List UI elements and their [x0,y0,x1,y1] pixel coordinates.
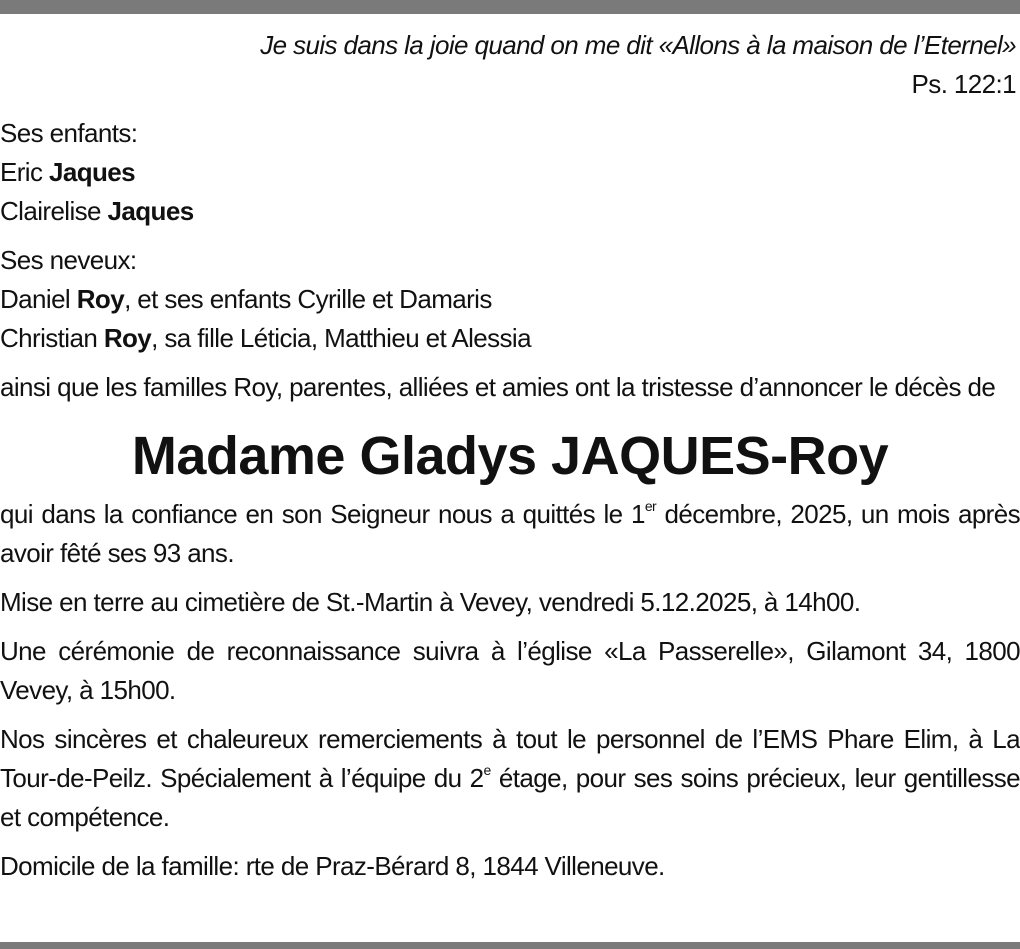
nephew-last-name: Roy [103,323,152,353]
nephew-first-name: Christian [0,323,98,353]
passing-superscript: er [644,498,657,514]
nephew-entry [0,319,1020,358]
thanks-paragraph [0,720,1020,837]
child-last-name: Jaques [49,157,136,187]
nephew-first-name: Daniel [0,284,71,314]
child-entry [0,192,1020,231]
passing-text-end: décembre, 2025, un mois après avoir fêté ses 93 ans. [0,499,1020,568]
burial-paragraph: Mise en terre au cimetière de St.-Martin à Vevey, vendredi 5.12.2025, à 14h00. [0,587,861,617]
children-section [0,114,1020,231]
thanks-superscript: e [483,762,491,778]
nephew-details: , sa fille Léticia, Matthieu et Alessia [151,323,531,353]
child-entry [0,153,1020,192]
top-divider [0,0,1020,14]
verse-quote: Je suis dans la joie quand on me dit «Allons à la maison de l’Eternel» [260,30,1016,60]
ceremony-paragraph: Une cérémonie de reconnaissance suivra à l’église «La Passerelle», Gilamont 34, 1800 Vevey, à 15h00. [0,636,1020,705]
nephews-section [0,241,1020,358]
nephews-heading: Ses neveux: [0,245,137,275]
child-first-name: Clairelise [0,196,101,226]
nephew-entry [0,280,1020,319]
children-heading: Ses enfants: [0,118,138,148]
deceased-name: Madame Gladys JAQUES-Roy [131,426,889,486]
child-first-name: Eric [0,157,43,187]
nephew-details: , et ses enfants Cyrille et Damaris [124,284,492,314]
thanks-text-end: étage, pour ses soins précieux, leur gentillesse et compétence. [0,763,1020,832]
bottom-divider [0,942,1020,949]
passing-text-start: qui dans la confiance en son Seigneur nous a quittés le 1 [0,499,645,529]
obituary-notice [0,26,1020,896]
passing-paragraph [0,495,1020,573]
verse-reference: Ps. 122:1 [911,69,1016,99]
nephew-last-name: Roy [76,284,125,314]
thanks-text-start: Nos sincères et chaleureux remerciements à tout le personnel de l’EMS Phare Elim, à La Tour-de-Peilz. Spécialement à l’équipe du 2 [0,724,1020,793]
child-last-name: Jaques [107,196,194,226]
domicile-paragraph: Domicile de la famille: rte de Praz-Bérard 8, 1844 Villeneuve. [0,851,665,881]
announcement-text: ainsi que les familles Roy, parentes, alliées et amies ont la tristesse d’annoncer le décès de [0,372,996,402]
